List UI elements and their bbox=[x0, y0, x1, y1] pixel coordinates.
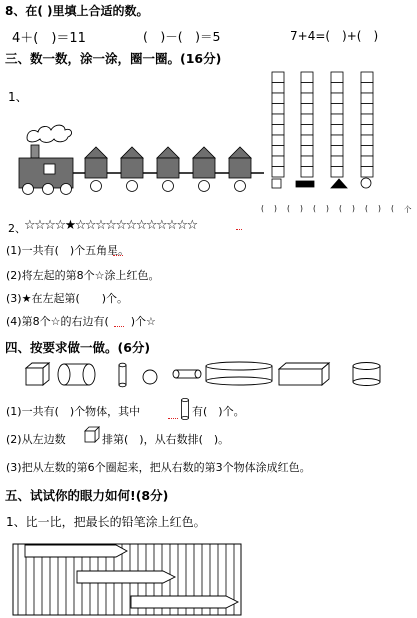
flat-cylinder-shape bbox=[206, 362, 272, 385]
cube-shape bbox=[26, 363, 49, 385]
section3-question-1: (1)一共有( )个五角星。 bbox=[6, 244, 130, 257]
cube-column-3-cell bbox=[331, 167, 343, 178]
cube-column-2-cell bbox=[301, 93, 313, 104]
cube-column-1-cell bbox=[272, 104, 284, 115]
cube-column-2-cell bbox=[301, 114, 313, 125]
cube-column-2-cell bbox=[301, 83, 313, 94]
pencils-figure bbox=[0, 538, 417, 618]
cube-column-2-cell bbox=[301, 156, 313, 167]
small-triangle-shape bbox=[331, 179, 347, 188]
cube-column-1-cell bbox=[272, 114, 284, 125]
rod-cylinder-shape bbox=[173, 370, 201, 378]
section4-question-1a: (1)一共有( )个物体，其中 bbox=[6, 405, 141, 418]
cube-column-3-cell bbox=[331, 156, 343, 167]
cube-column-2-cell bbox=[301, 125, 313, 136]
count-blank-mark: ( bbox=[287, 204, 290, 213]
cube-column-4-cell bbox=[361, 167, 373, 178]
section3-question-3: (3)★在左起第( )个。 bbox=[6, 292, 129, 305]
inline-thin-cylinder-icon bbox=[180, 398, 190, 420]
section4-title: 四、按要求做一做。(6分) bbox=[5, 340, 151, 355]
cube-column-4-cell bbox=[361, 83, 373, 94]
section3-item1-label: 1、 bbox=[8, 90, 28, 104]
cube-column-4-cell bbox=[361, 104, 373, 115]
train-cars bbox=[85, 147, 251, 192]
pencil-middle bbox=[77, 571, 175, 583]
small-circle-shape bbox=[361, 178, 371, 188]
cube-column-1-cell bbox=[272, 93, 284, 104]
cube-column-1-cell bbox=[272, 156, 284, 167]
cube-column-4-cell bbox=[361, 146, 373, 157]
small-rectangle-shape bbox=[296, 181, 314, 187]
small-shapes bbox=[272, 178, 371, 188]
cube-column-3-cell bbox=[331, 72, 343, 83]
section4-question-2a: (2)从左边数 bbox=[6, 433, 66, 446]
cube-column-1-cell bbox=[272, 125, 284, 136]
thin-cylinder-shape bbox=[119, 363, 126, 387]
cube-column-2-cell bbox=[301, 104, 313, 115]
inline-cube-icon bbox=[84, 426, 100, 443]
train-car-5 bbox=[229, 147, 251, 192]
cube-column-1-cell bbox=[272, 83, 284, 94]
section5-question-1: 1、比一比，把最长的铅笔涂上红色。 bbox=[6, 515, 206, 529]
cube-column-4-cell bbox=[361, 93, 373, 104]
cube-column-2-cell bbox=[301, 135, 313, 146]
q8-equation-2: ( )－( )＝5 bbox=[143, 29, 221, 44]
cube-column-3-cell bbox=[331, 135, 343, 146]
count-blank-mark: ( bbox=[365, 204, 368, 213]
count-blank-mark: ) bbox=[326, 204, 329, 213]
train-car-2 bbox=[121, 147, 143, 192]
section4-question-3: (3)把从左数的第6个圈起来，把从右数的第3个物体涂成红色。 bbox=[6, 461, 311, 474]
cube-column-1-cell bbox=[272, 135, 284, 146]
section4-question-1b: 有( )个。 bbox=[192, 405, 245, 418]
count-blank-mark: ) bbox=[378, 204, 381, 213]
solid-shapes-figure bbox=[0, 360, 417, 390]
section3-item2-label: 2、 bbox=[8, 222, 26, 235]
q8-equation-1: 4＋( )＝11 bbox=[12, 31, 86, 46]
cube-column-2-cell bbox=[301, 167, 313, 178]
count-blank-mark: ( bbox=[261, 204, 264, 213]
cube-column-3-cell bbox=[331, 146, 343, 157]
pencil-top bbox=[25, 545, 127, 557]
train-locomotive bbox=[19, 145, 73, 195]
cuboid-shape bbox=[279, 363, 329, 385]
cube-column-4-cell bbox=[361, 156, 373, 167]
cube-columns-figure bbox=[268, 72, 413, 197]
train-figure bbox=[14, 118, 266, 198]
cylinder-lying-shape bbox=[58, 364, 95, 385]
cube-column-3-cell bbox=[331, 93, 343, 104]
cube-column-1-cell bbox=[272, 167, 284, 178]
cube-column-4-cell bbox=[361, 135, 373, 146]
count-blank-mark: 个 bbox=[404, 205, 412, 214]
count-blank-mark: ( bbox=[313, 204, 316, 213]
count-answer-blanks bbox=[261, 204, 413, 216]
cube-column-3-cell bbox=[331, 83, 343, 94]
train-car-3 bbox=[157, 147, 179, 192]
pencil-bottom bbox=[131, 596, 238, 608]
section3-question-2: (2)将左起的第8个☆涂上红色。 bbox=[6, 269, 160, 282]
section4-question-2b: 排第( )，从右数排( )。 bbox=[102, 433, 230, 446]
small-square-shape bbox=[272, 179, 281, 188]
count-blank-mark: ( bbox=[339, 204, 342, 213]
count-blank-mark: ) bbox=[274, 204, 277, 213]
cube-column-2-cell bbox=[301, 72, 313, 83]
cube-column-4-cell bbox=[361, 72, 373, 83]
cube-column-4-cell bbox=[361, 114, 373, 125]
cube-column-3-cell bbox=[331, 104, 343, 115]
cube-column-1-cell bbox=[272, 72, 284, 83]
cube-column-3-cell bbox=[331, 114, 343, 125]
train-car-4 bbox=[193, 147, 215, 192]
cube-column-2-cell bbox=[301, 146, 313, 157]
section3-question-4: (4)第8个☆的右边有( )个☆ bbox=[6, 315, 156, 328]
short-cylinder-shape bbox=[353, 363, 380, 386]
star-row: ☆☆☆☆★☆☆☆☆☆☆☆☆☆☆☆☆ bbox=[24, 218, 197, 233]
cube-column-4-cell bbox=[361, 125, 373, 136]
train-car-1 bbox=[85, 147, 107, 192]
count-blank-mark: ( bbox=[391, 204, 394, 213]
sphere-shape bbox=[143, 370, 157, 384]
section3-title: 三、数一数，涂一涂，圈一圈。(16分) bbox=[5, 51, 222, 66]
count-blank-mark: ) bbox=[300, 204, 303, 213]
q8-title: 8、在( )里填上合适的数。 bbox=[5, 4, 149, 18]
train-smoke bbox=[27, 125, 72, 142]
section5-title: 五、试试你的眼力如何!(8分) bbox=[5, 488, 169, 503]
cube-column-1-cell bbox=[272, 146, 284, 157]
count-blank-mark: ) bbox=[352, 204, 355, 213]
q8-equation-3: 7+4=( )+( ) bbox=[290, 29, 379, 43]
cube-column-3-cell bbox=[331, 125, 343, 136]
